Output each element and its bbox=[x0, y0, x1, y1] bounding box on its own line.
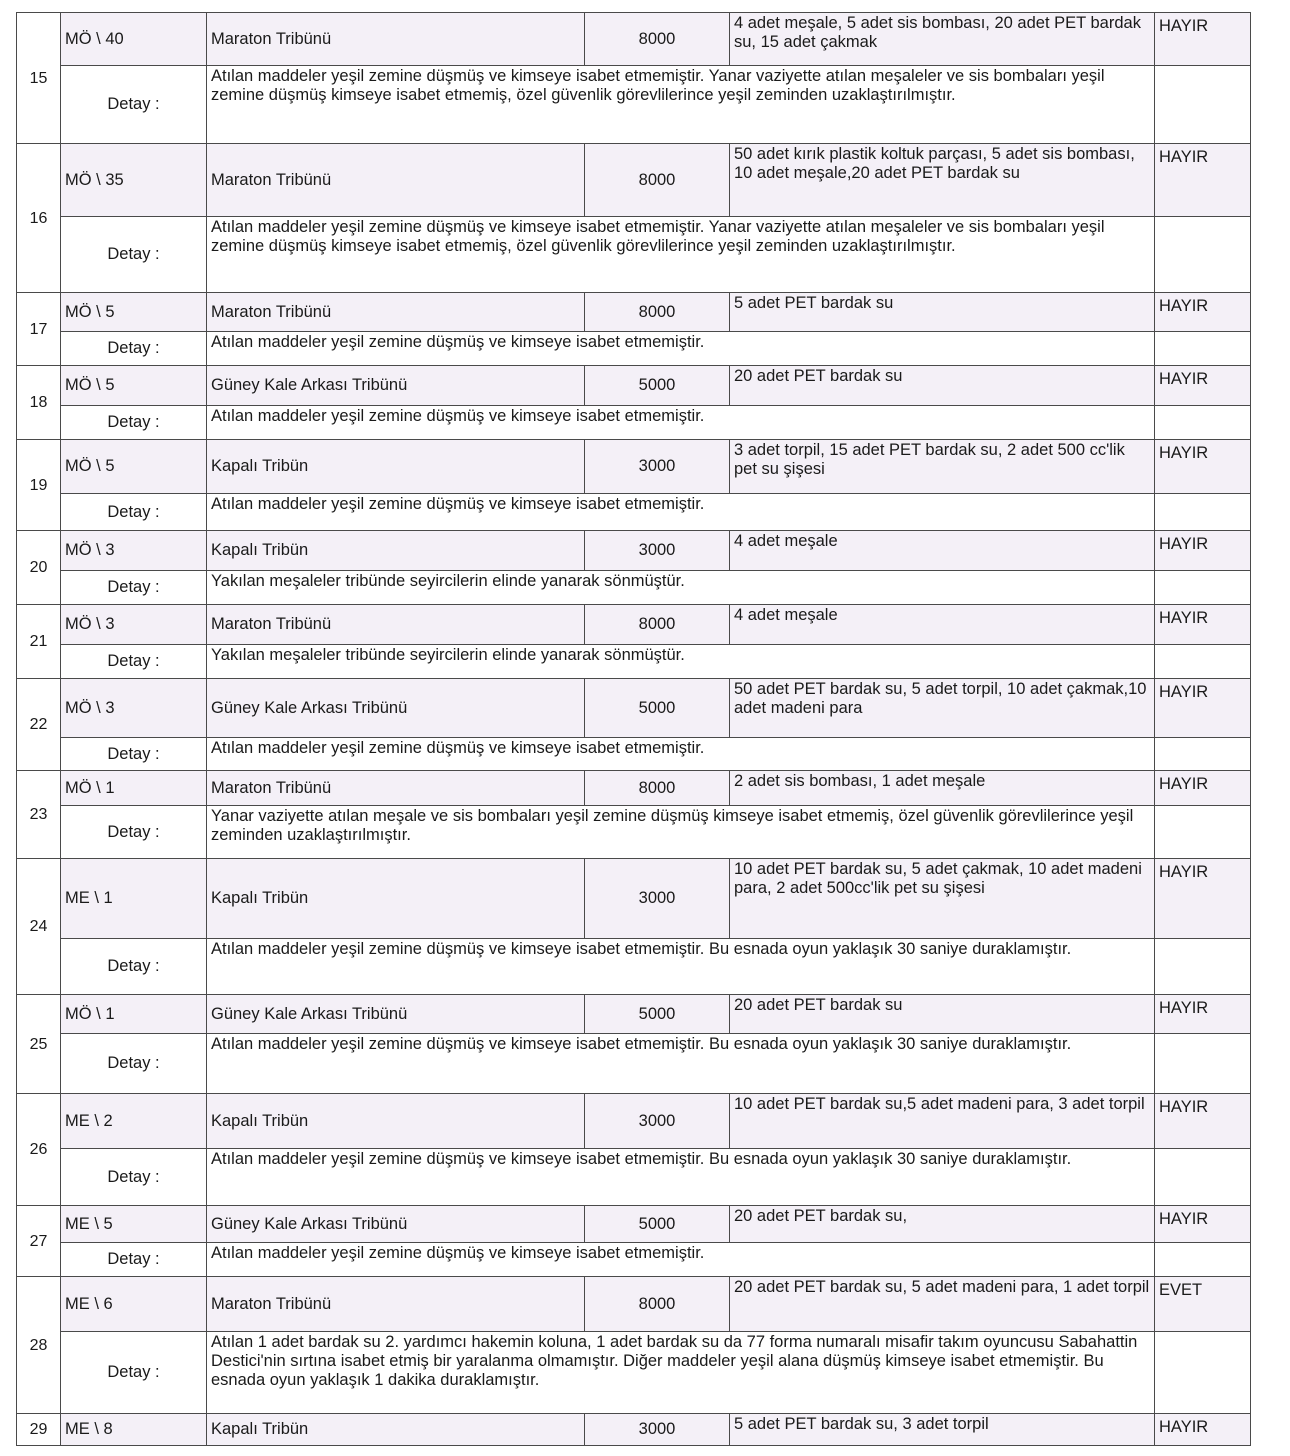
incident-number: 20 bbox=[17, 531, 61, 605]
detail-empty-cell bbox=[1155, 571, 1251, 605]
incident-number: 21 bbox=[17, 605, 61, 679]
stand-capacity: 3000 bbox=[585, 859, 730, 939]
stand-capacity: 3000 bbox=[585, 531, 730, 571]
hit-status: HAYIR bbox=[1155, 13, 1251, 66]
detail-empty-cell bbox=[1155, 1332, 1251, 1414]
incident-detail-row bbox=[17, 939, 1251, 995]
incident-code: MÖ \ 3 bbox=[61, 679, 207, 738]
detail-text: Atılan maddeler yeşil zemine düşmüş ve kimseye isabet etmemiştir. bbox=[207, 332, 1155, 366]
incident-code: MÖ \ 5 bbox=[61, 440, 207, 494]
incident-code: ME \ 6 bbox=[61, 1277, 207, 1332]
incident-row bbox=[17, 995, 1251, 1034]
hit-status: HAYIR bbox=[1155, 293, 1251, 332]
thrown-items: 50 adet kırık plastik koltuk parçası, 5 adet sis bombası, 10 adet meşale,20 adet PET bardak su bbox=[730, 144, 1155, 217]
stand-name: Kapalı Tribün bbox=[207, 859, 585, 939]
thrown-items: 4 adet meşale, 5 adet sis bombası, 20 adet PET bardak su, 15 adet çakmak bbox=[730, 13, 1155, 66]
detail-empty-cell bbox=[1155, 645, 1251, 679]
incident-code: MÖ \ 5 bbox=[61, 366, 207, 406]
incident-row bbox=[17, 859, 1251, 939]
detail-label: Detay : bbox=[61, 738, 207, 771]
stand-capacity: 8000 bbox=[585, 1277, 730, 1332]
detail-label: Detay : bbox=[61, 571, 207, 605]
stand-capacity: 3000 bbox=[585, 440, 730, 494]
incident-detail-row bbox=[17, 1243, 1251, 1277]
incident-detail-row bbox=[17, 406, 1251, 440]
incident-number: 17 bbox=[17, 293, 61, 366]
incident-row bbox=[17, 144, 1251, 217]
stand-name: Güney Kale Arkası Tribünü bbox=[207, 366, 585, 406]
incident-number: 18 bbox=[17, 366, 61, 440]
detail-text: Atılan maddeler yeşil zemine düşmüş ve kimseye isabet etmemiştir. bbox=[207, 738, 1155, 771]
hit-status: HAYIR bbox=[1155, 679, 1251, 738]
thrown-items: 10 adet PET bardak su,5 adet madeni para, 3 adet torpil bbox=[730, 1094, 1155, 1149]
stand-name: Maraton Tribünü bbox=[207, 293, 585, 332]
thrown-items: 4 adet meşale bbox=[730, 605, 1155, 645]
incident-detail-row bbox=[17, 494, 1251, 531]
stand-name: Güney Kale Arkası Tribünü bbox=[207, 1206, 585, 1243]
detail-empty-cell bbox=[1155, 494, 1251, 531]
thrown-items: 2 adet sis bombası, 1 adet meşale bbox=[730, 771, 1155, 806]
detail-text: Yakılan meşaleler tribünde seyircilerin elinde yanarak sönmüştür. bbox=[207, 645, 1155, 679]
detail-empty-cell bbox=[1155, 1243, 1251, 1277]
incident-code: ME \ 2 bbox=[61, 1094, 207, 1149]
detail-empty-cell bbox=[1155, 1034, 1251, 1094]
detail-empty-cell bbox=[1155, 332, 1251, 366]
hit-status: HAYIR bbox=[1155, 1414, 1251, 1446]
incident-number: 22 bbox=[17, 679, 61, 771]
thrown-items: 4 adet meşale bbox=[730, 531, 1155, 571]
detail-text: Yakılan meşaleler tribünde seyircilerin elinde yanarak sönmüştür. bbox=[207, 571, 1155, 605]
detail-text: Atılan maddeler yeşil zemine düşmüş ve kimseye isabet etmemiştir. Bu esnada oyun yaklaşık 30 saniye duraklamıştır. bbox=[207, 939, 1155, 995]
incident-number: 25 bbox=[17, 995, 61, 1094]
incident-number: 26 bbox=[17, 1094, 61, 1206]
incident-detail-row bbox=[17, 645, 1251, 679]
stand-capacity: 8000 bbox=[585, 293, 730, 332]
incident-row bbox=[17, 440, 1251, 494]
detail-empty-cell bbox=[1155, 1149, 1251, 1206]
incident-table bbox=[16, 12, 1251, 1446]
incident-row bbox=[17, 679, 1251, 738]
detail-text: Atılan maddeler yeşil zemine düşmüş ve kimseye isabet etmemiştir. bbox=[207, 494, 1155, 531]
incident-row bbox=[17, 366, 1251, 406]
incident-detail-row bbox=[17, 571, 1251, 605]
stand-name: Maraton Tribünü bbox=[207, 1277, 585, 1332]
incident-detail-row bbox=[17, 738, 1251, 771]
stand-name: Güney Kale Arkası Tribünü bbox=[207, 995, 585, 1034]
detail-empty-cell bbox=[1155, 217, 1251, 293]
hit-status: HAYIR bbox=[1155, 440, 1251, 494]
detail-label: Detay : bbox=[61, 406, 207, 440]
stand-name: Maraton Tribünü bbox=[207, 605, 585, 645]
hit-status: HAYIR bbox=[1155, 995, 1251, 1034]
hit-status: HAYIR bbox=[1155, 1094, 1251, 1149]
detail-text: Atılan 1 adet bardak su 2. yardımcı hakemin koluna, 1 adet bardak su da 77 forma numaralı misafir takım oyuncusu Sabahattin Destici'nin sırtına isabet etmiş bir yaralanma olmamıştır. Diğer maddeler yeşil alana düşmüş kimseye isabet etmemiştir. Bu esnada oyun yaklaşık 1 dakika duraklamıştır. bbox=[207, 1332, 1155, 1414]
incident-number: 24 bbox=[17, 859, 61, 995]
stand-capacity: 5000 bbox=[585, 1206, 730, 1243]
hit-status: HAYIR bbox=[1155, 366, 1251, 406]
stand-capacity: 8000 bbox=[585, 605, 730, 645]
stand-name: Kapalı Tribün bbox=[207, 1414, 585, 1446]
detail-text: Atılan maddeler yeşil zemine düşmüş ve kimseye isabet etmemiştir. Bu esnada oyun yaklaşık 30 saniye duraklamıştır. bbox=[207, 1149, 1155, 1206]
stand-name: Kapalı Tribün bbox=[207, 1094, 585, 1149]
incident-code: MÖ \ 35 bbox=[61, 144, 207, 217]
detail-label: Detay : bbox=[61, 494, 207, 531]
incident-number: 28 bbox=[17, 1277, 61, 1414]
incident-number: 23 bbox=[17, 771, 61, 859]
detail-text: Atılan maddeler yeşil zemine düşmüş ve kimseye isabet etmemiştir. bbox=[207, 1243, 1155, 1277]
stand-capacity: 8000 bbox=[585, 13, 730, 66]
detail-label: Detay : bbox=[61, 66, 207, 144]
incident-number: 29 bbox=[17, 1414, 61, 1446]
stand-capacity: 3000 bbox=[585, 1094, 730, 1149]
incident-row bbox=[17, 13, 1251, 66]
incident-row bbox=[17, 1277, 1251, 1332]
hit-status: HAYIR bbox=[1155, 1206, 1251, 1243]
incident-row bbox=[17, 531, 1251, 571]
detail-label: Detay : bbox=[61, 1149, 207, 1206]
incident-row bbox=[17, 771, 1251, 806]
incident-row bbox=[17, 1414, 1251, 1446]
thrown-items: 50 adet PET bardak su, 5 adet torpil, 10 adet çakmak,10 adet madeni para bbox=[730, 679, 1155, 738]
thrown-items: 5 adet PET bardak su, 3 adet torpil bbox=[730, 1414, 1155, 1446]
thrown-items: 20 adet PET bardak su bbox=[730, 366, 1155, 406]
stand-name: Maraton Tribünü bbox=[207, 13, 585, 66]
hit-status: HAYIR bbox=[1155, 859, 1251, 939]
detail-empty-cell bbox=[1155, 939, 1251, 995]
stand-capacity: 5000 bbox=[585, 366, 730, 406]
hit-status: HAYIR bbox=[1155, 531, 1251, 571]
incident-detail-row bbox=[17, 332, 1251, 366]
detail-label: Detay : bbox=[61, 1034, 207, 1094]
incident-detail-row bbox=[17, 1034, 1251, 1094]
detail-label: Detay : bbox=[61, 1243, 207, 1277]
incident-detail-row bbox=[17, 217, 1251, 293]
thrown-items: 20 adet PET bardak su bbox=[730, 995, 1155, 1034]
detail-text: Atılan maddeler yeşil zemine düşmüş ve kimseye isabet etmemiştir. Yanar vaziyette atılan meşaleler ve sis bombaları yeşil zemine düşmüş kimseye isabet etmemiş, özel güvenlik görevlilerince yeşil zeminden uzaklaştırılmıştır. bbox=[207, 217, 1155, 293]
hit-status: HAYIR bbox=[1155, 771, 1251, 806]
incident-row bbox=[17, 1206, 1251, 1243]
incident-code: MÖ \ 3 bbox=[61, 605, 207, 645]
detail-label: Detay : bbox=[61, 332, 207, 366]
detail-label: Detay : bbox=[61, 939, 207, 995]
stand-name: Kapalı Tribün bbox=[207, 440, 585, 494]
incident-number: 15 bbox=[17, 13, 61, 144]
stand-capacity: 5000 bbox=[585, 679, 730, 738]
incident-number: 27 bbox=[17, 1206, 61, 1277]
incident-code: MÖ \ 40 bbox=[61, 13, 207, 66]
incident-code: ME \ 1 bbox=[61, 859, 207, 939]
detail-empty-cell bbox=[1155, 406, 1251, 440]
stand-capacity: 5000 bbox=[585, 995, 730, 1034]
stand-name: Maraton Tribünü bbox=[207, 771, 585, 806]
incident-code: MÖ \ 5 bbox=[61, 293, 207, 332]
detail-label: Detay : bbox=[61, 806, 207, 859]
incident-row bbox=[17, 1094, 1251, 1149]
stand-name: Güney Kale Arkası Tribünü bbox=[207, 679, 585, 738]
incident-code: MÖ \ 3 bbox=[61, 531, 207, 571]
thrown-items: 5 adet PET bardak su bbox=[730, 293, 1155, 332]
stand-capacity: 3000 bbox=[585, 1414, 730, 1446]
detail-text: Atılan maddeler yeşil zemine düşmüş ve kimseye isabet etmemiştir. Yanar vaziyette atılan meşaleler ve sis bombaları yeşil zemine düşmüş kimseye isabet etmemiş, özel güvenlik görevlilerince yeşil zeminden uzaklaştırılmıştır. bbox=[207, 66, 1155, 144]
thrown-items: 3 adet torpil, 15 adet PET bardak su, 2 adet 500 cc'lik pet su şişesi bbox=[730, 440, 1155, 494]
stand-name: Kapalı Tribün bbox=[207, 531, 585, 571]
detail-text: Yanar vaziyette atılan meşale ve sis bombaları yeşil zemine düşmüş kimseye isabet etmemiş, özel güvenlik görevlilerince yeşil zeminden uzaklaştırılmıştır. bbox=[207, 806, 1155, 859]
hit-status: EVET bbox=[1155, 1277, 1251, 1332]
incident-detail-row bbox=[17, 1332, 1251, 1414]
stand-capacity: 8000 bbox=[585, 771, 730, 806]
detail-label: Detay : bbox=[61, 217, 207, 293]
detail-label: Detay : bbox=[61, 1332, 207, 1414]
incident-row bbox=[17, 293, 1251, 332]
incident-number: 16 bbox=[17, 144, 61, 293]
incident-detail-row bbox=[17, 1149, 1251, 1206]
detail-text: Atılan maddeler yeşil zemine düşmüş ve kimseye isabet etmemiştir. bbox=[207, 406, 1155, 440]
stand-capacity: 8000 bbox=[585, 144, 730, 217]
incident-detail-row bbox=[17, 806, 1251, 859]
incident-code: MÖ \ 1 bbox=[61, 995, 207, 1034]
hit-status: HAYIR bbox=[1155, 605, 1251, 645]
thrown-items: 20 adet PET bardak su, 5 adet madeni para, 1 adet torpil bbox=[730, 1277, 1155, 1332]
detail-label: Detay : bbox=[61, 645, 207, 679]
detail-empty-cell bbox=[1155, 806, 1251, 859]
detail-empty-cell bbox=[1155, 738, 1251, 771]
incident-code: ME \ 5 bbox=[61, 1206, 207, 1243]
incident-number: 19 bbox=[17, 440, 61, 531]
thrown-items: 20 adet PET bardak su, bbox=[730, 1206, 1155, 1243]
stand-name: Maraton Tribünü bbox=[207, 144, 585, 217]
hit-status: HAYIR bbox=[1155, 144, 1251, 217]
incident-detail-row bbox=[17, 66, 1251, 144]
incident-code: ME \ 8 bbox=[61, 1414, 207, 1446]
detail-empty-cell bbox=[1155, 66, 1251, 144]
incident-row bbox=[17, 605, 1251, 645]
thrown-items: 10 adet PET bardak su, 5 adet çakmak, 10 adet madeni para, 2 adet 500cc'lik pet su şişesi bbox=[730, 859, 1155, 939]
incident-code: MÖ \ 1 bbox=[61, 771, 207, 806]
detail-text: Atılan maddeler yeşil zemine düşmüş ve kimseye isabet etmemiştir. Bu esnada oyun yaklaşık 30 saniye duraklamıştır. bbox=[207, 1034, 1155, 1094]
